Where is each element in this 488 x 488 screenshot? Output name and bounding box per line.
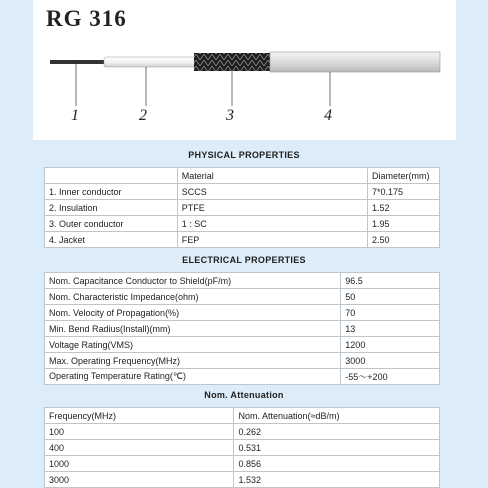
table-cell: 0.262 bbox=[234, 424, 440, 440]
table-cell: 1.52 bbox=[368, 200, 440, 216]
table-row bbox=[45, 456, 440, 472]
table-cell: 400 bbox=[45, 440, 234, 456]
table-cell: 96.5 bbox=[341, 273, 440, 289]
table-header-row bbox=[45, 168, 440, 184]
callout-2: 2 bbox=[139, 107, 147, 124]
table-cell: 3000 bbox=[45, 472, 234, 488]
table-cell: FEP bbox=[177, 232, 367, 248]
callout-3: 3 bbox=[226, 107, 234, 124]
table-cell: 2.50 bbox=[368, 232, 440, 248]
table-row bbox=[45, 200, 440, 216]
callout-1: 1 bbox=[71, 107, 79, 124]
table-cell: 1 : SC bbox=[177, 216, 367, 232]
table-cell: Nom. Velocity of Propagation(%) bbox=[45, 305, 341, 321]
header-cell bbox=[45, 168, 178, 184]
jacket bbox=[270, 52, 440, 72]
table-cell: 2. Insulation bbox=[45, 200, 178, 216]
table-cell: 50 bbox=[341, 289, 440, 305]
table-row bbox=[45, 440, 440, 456]
table-row bbox=[45, 289, 440, 305]
header-cell: Frequency(MHz) bbox=[45, 408, 234, 424]
table-cell: Nom. Capacitance Conductor to Shield(pF/m) bbox=[45, 273, 341, 289]
electrical-table bbox=[44, 272, 440, 385]
insulation bbox=[104, 57, 196, 67]
electrical-heading: ELECTRICAL PROPERTIES bbox=[182, 255, 306, 265]
table-row bbox=[45, 321, 440, 337]
table-cell: 1.532 bbox=[234, 472, 440, 488]
table-row bbox=[45, 273, 440, 289]
physical-heading: PHYSICAL PROPERTIES bbox=[188, 150, 300, 160]
table-cell: 3000 bbox=[341, 353, 440, 369]
table-row bbox=[45, 337, 440, 353]
table-cell: Max. Operating Frequency(MHz) bbox=[45, 353, 341, 369]
table-cell: Nom. Characteristic Impedance(ohm) bbox=[45, 289, 341, 305]
table-cell: 100 bbox=[45, 424, 234, 440]
header-cell: Diameter(mm) bbox=[368, 168, 440, 184]
table-row bbox=[45, 472, 440, 488]
table-cell: Operating Temperature Rating(℃) bbox=[45, 369, 341, 385]
table-cell: SCCS bbox=[177, 184, 367, 200]
table-row bbox=[45, 353, 440, 369]
table-cell: 1200 bbox=[341, 337, 440, 353]
table-row bbox=[45, 216, 440, 232]
table-row bbox=[45, 305, 440, 321]
table-cell: 1. Inner conductor bbox=[45, 184, 178, 200]
table-cell: PTFE bbox=[177, 200, 367, 216]
inner-conductor bbox=[50, 60, 108, 64]
table-cell: 1.95 bbox=[368, 216, 440, 232]
table-cell: 0.531 bbox=[234, 440, 440, 456]
table-cell: 70 bbox=[341, 305, 440, 321]
table-cell: Voltage Rating(VMS) bbox=[45, 337, 341, 353]
table-cell: 7*0.175 bbox=[368, 184, 440, 200]
table-cell: -55～+200 bbox=[341, 369, 440, 385]
table-row bbox=[45, 369, 440, 385]
table-cell: 0.856 bbox=[234, 456, 440, 472]
table-header-row bbox=[45, 408, 440, 424]
table-cell: 13 bbox=[341, 321, 440, 337]
table-row bbox=[45, 184, 440, 200]
table-cell: 3. Outer conductor bbox=[45, 216, 178, 232]
header-cell: Nom. Attenuation(≈dB/m) bbox=[234, 408, 440, 424]
table-cell: 1000 bbox=[45, 456, 234, 472]
header-cell: Material bbox=[177, 168, 367, 184]
attenuation-heading: Nom. Attenuation bbox=[204, 390, 284, 400]
table-cell: 4. Jacket bbox=[45, 232, 178, 248]
outer-conductor-braid bbox=[194, 53, 272, 71]
callout-4: 4 bbox=[324, 107, 332, 124]
physical-table bbox=[44, 167, 440, 248]
product-title: RG 316 bbox=[46, 6, 127, 31]
table-row bbox=[45, 232, 440, 248]
table-cell: Min. Bend Radius(Install)(mm) bbox=[45, 321, 341, 337]
table-row bbox=[45, 424, 440, 440]
attenuation-table bbox=[44, 407, 440, 488]
